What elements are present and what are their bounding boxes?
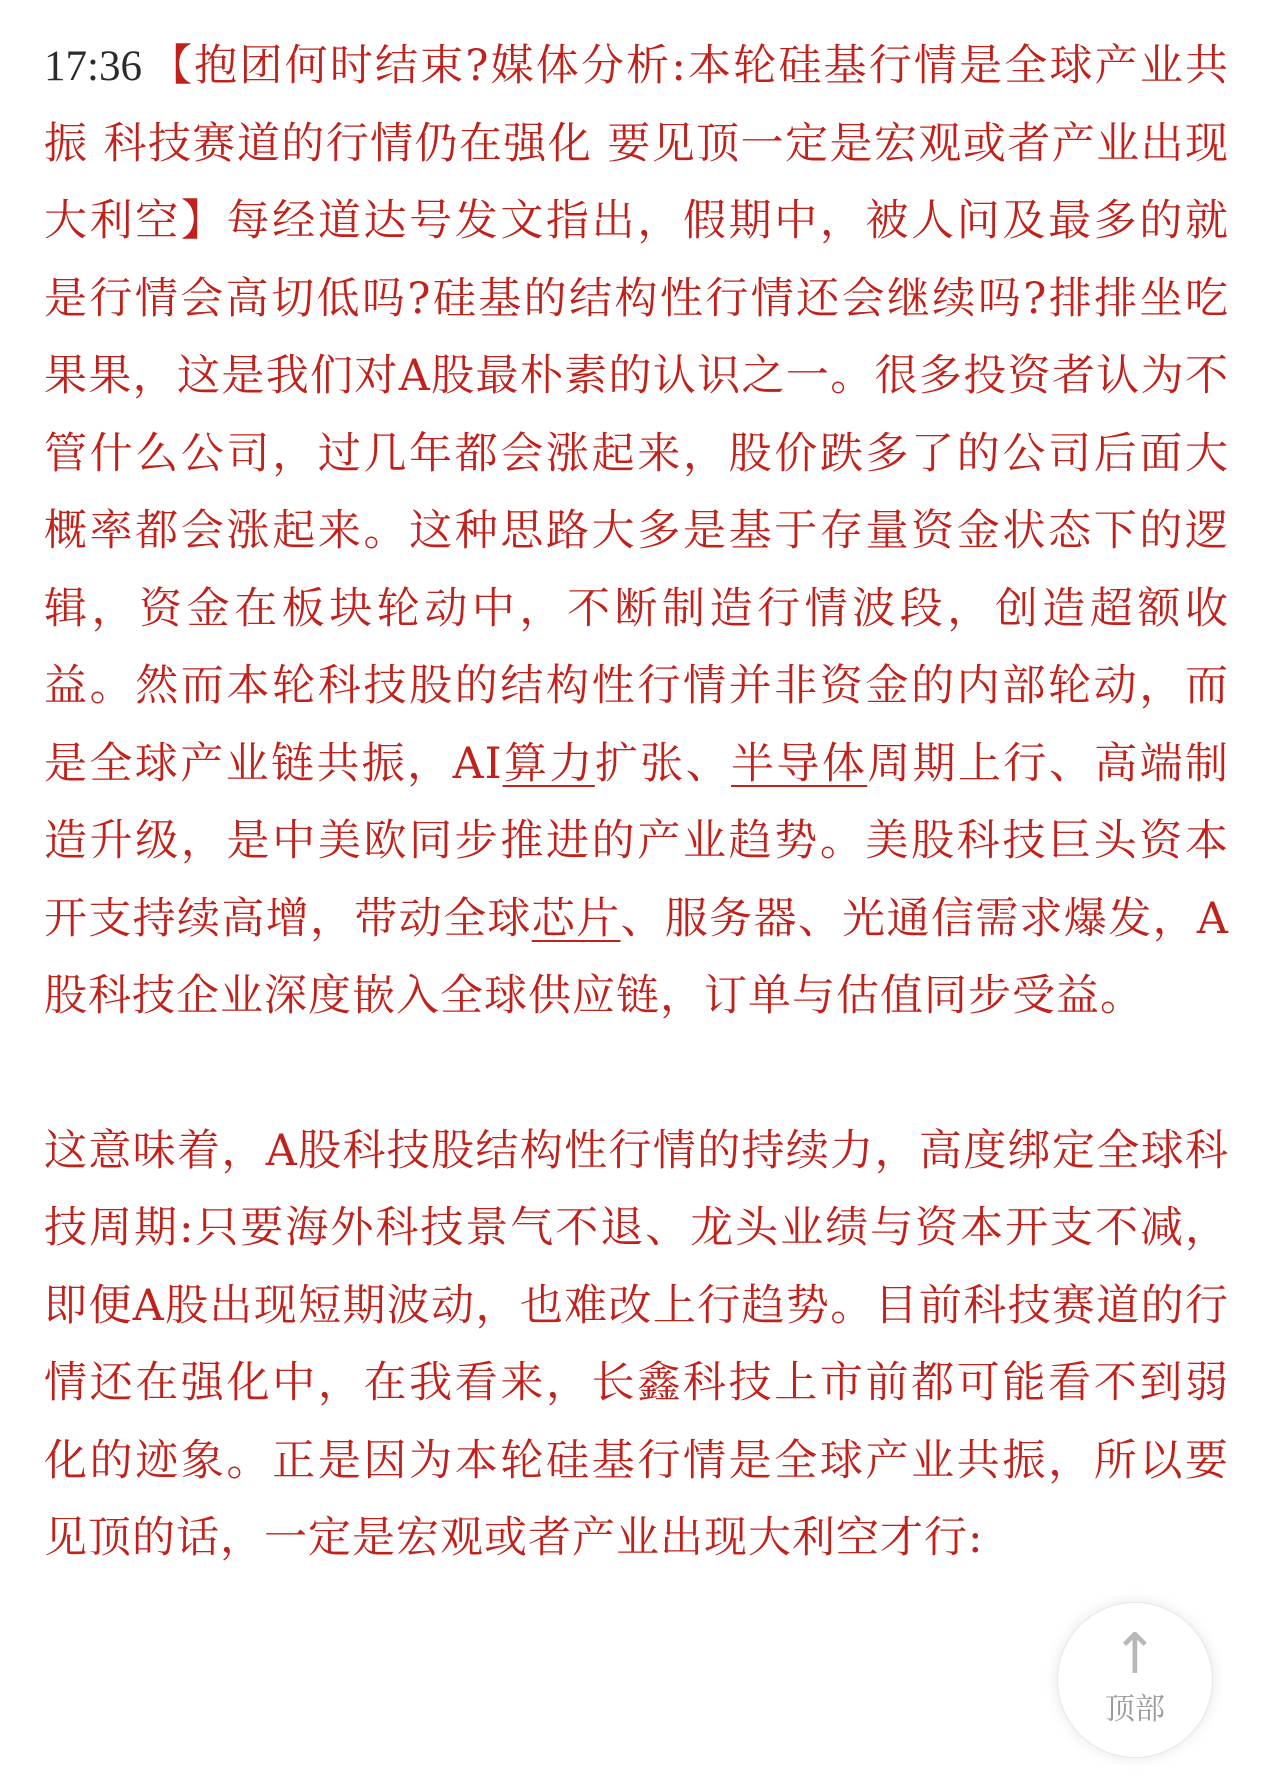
post-time: 17:36 xyxy=(44,43,142,90)
back-to-top-label: 顶部 xyxy=(1105,1692,1165,1727)
arrow-up-icon: ↑ xyxy=(1111,1622,1159,1687)
text-segment: 扩张、 xyxy=(594,738,732,789)
text-segment: 、服务器、光通信需求爆发，A股科技企业深度嵌入全球供应链，订单与估值同步受益。 xyxy=(44,893,1229,1021)
article-paragraph-1 xyxy=(44,28,1229,1036)
text-segment: 周期上行、高端制造升级，是中美欧同步推进的产业趋势。美股科技巨头资本开支持续高增，带动全球 xyxy=(44,738,1230,944)
back-to-top-button[interactable] xyxy=(1057,1602,1213,1758)
keyword-link-chip[interactable]: 芯片 xyxy=(531,893,621,944)
text-segment: 【抱团何时结束?媒体分析:本轮硅基行情是全球产业共振 科技赛道的行情仍在强化 要见顶一定是宏观或者产业出现大利空】每经道达号发文指出，假期中，被人问及最多的就是行情会高切低吗?硅基的结构性行情还会继续吗?排排坐吃果果，这是我们对A股最朴素的认识之一。很多投资者认为不管什么公司，过几年都会涨起来，股价跌多了的公司后面大概率都会涨起来。这种思路大多是基于存量资金状态下的逻辑，资金在板块轮动中，不断制造行情波段，创造超额收益。然而本轮科技股的结构性行情并非资金的内部轮动，而是全球产业链共振，AI xyxy=(44,41,1229,789)
keyword-link-semiconductor[interactable]: 半导体 xyxy=(731,738,868,789)
keyword-link-compute[interactable]: 算力 xyxy=(502,738,595,789)
article-paragraph-2: 这意味着，A股科技股结构性行情的持续力，高度绑定全球科技周期:只要海外科技景气不退、龙头业绩与资本开支不减，即便A股出现短期波动，也难改上行趋势。目前科技赛道的行情还在强化中，在我看来，长鑫科技上市前都可能看不到弱化的迹象。正是因为本轮硅基行情是全球产业共振，所以要见顶的话，一定是宏观或者产业出现大利空才行: xyxy=(44,1125,1229,1563)
article-body xyxy=(44,28,1229,1578)
